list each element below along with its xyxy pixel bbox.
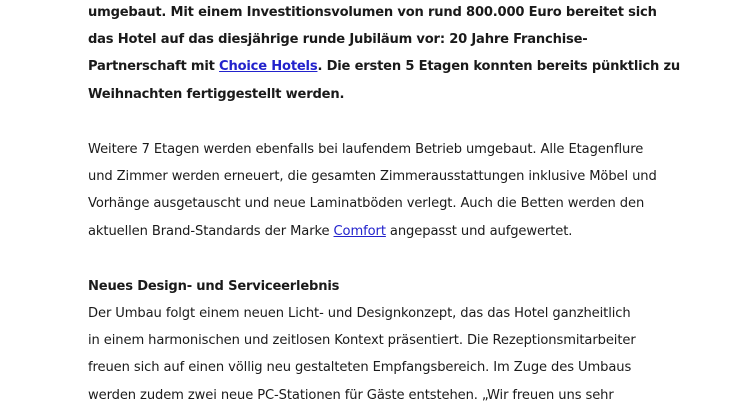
choice-hotels-link[interactable]: Choice Hotels (219, 59, 318, 74)
intro-line-3-before: Partnerschaft mit (88, 59, 220, 74)
comfort-link[interactable]: Comfort (333, 224, 386, 239)
intro-line-1: umgebaut. Mit einem Investitionsvolumen von rund 800.000 Euro bereitet sich (88, 5, 657, 20)
design-line-1: Der Umbau folgt einem neuen Licht- und Designkonzept, das das Hotel ganzheitlich (88, 306, 631, 321)
section-heading-design: Neues Design- und Serviceerlebnis (88, 279, 340, 294)
intro-line-4: Weihnachten fertiggestellt werden. (88, 87, 345, 102)
design-line-2: in einem harmonischen und zeitlosen Kontext präsentiert. Die Rezeptionsmitarbeiter (88, 333, 636, 348)
floors-line-1: Weitere 7 Etagen werden ebenfalls bei laufendem Betrieb umgebaut. Alle Etagenflure (88, 142, 644, 157)
design-line-4: werden zudem zwei neue PC-Stationen für Gäste entstehen. „Wir freuen uns sehr (88, 388, 614, 403)
intro-line-3 (88, 58, 680, 75)
intro-line-3-after: . Die ersten 5 Etagen konnten bereits pünktlich zu (317, 59, 681, 74)
floors-line-2: und Zimmer werden erneuert, die gesamten Zimmerausstattungen inklusive Möbel und (88, 169, 657, 184)
floors-line-3: Vorhänge ausgetauscht und neue Laminatböden verlegt. Auch die Betten werden den (88, 196, 645, 211)
design-line-3: freuen sich auf einen völlig neu gestalteten Empfangsbereich. Im Zuge des Umbaus (88, 360, 632, 375)
floors-line-4-after: angepasst und aufgewertet. (385, 224, 573, 239)
floors-line-4 (88, 223, 572, 240)
floors-line-4-before: aktuellen Brand-Standards der Marke (88, 224, 334, 239)
intro-line-2: das Hotel auf das diesjährige runde Jubiläum vor: 20 Jahre Franchise- (88, 32, 588, 47)
